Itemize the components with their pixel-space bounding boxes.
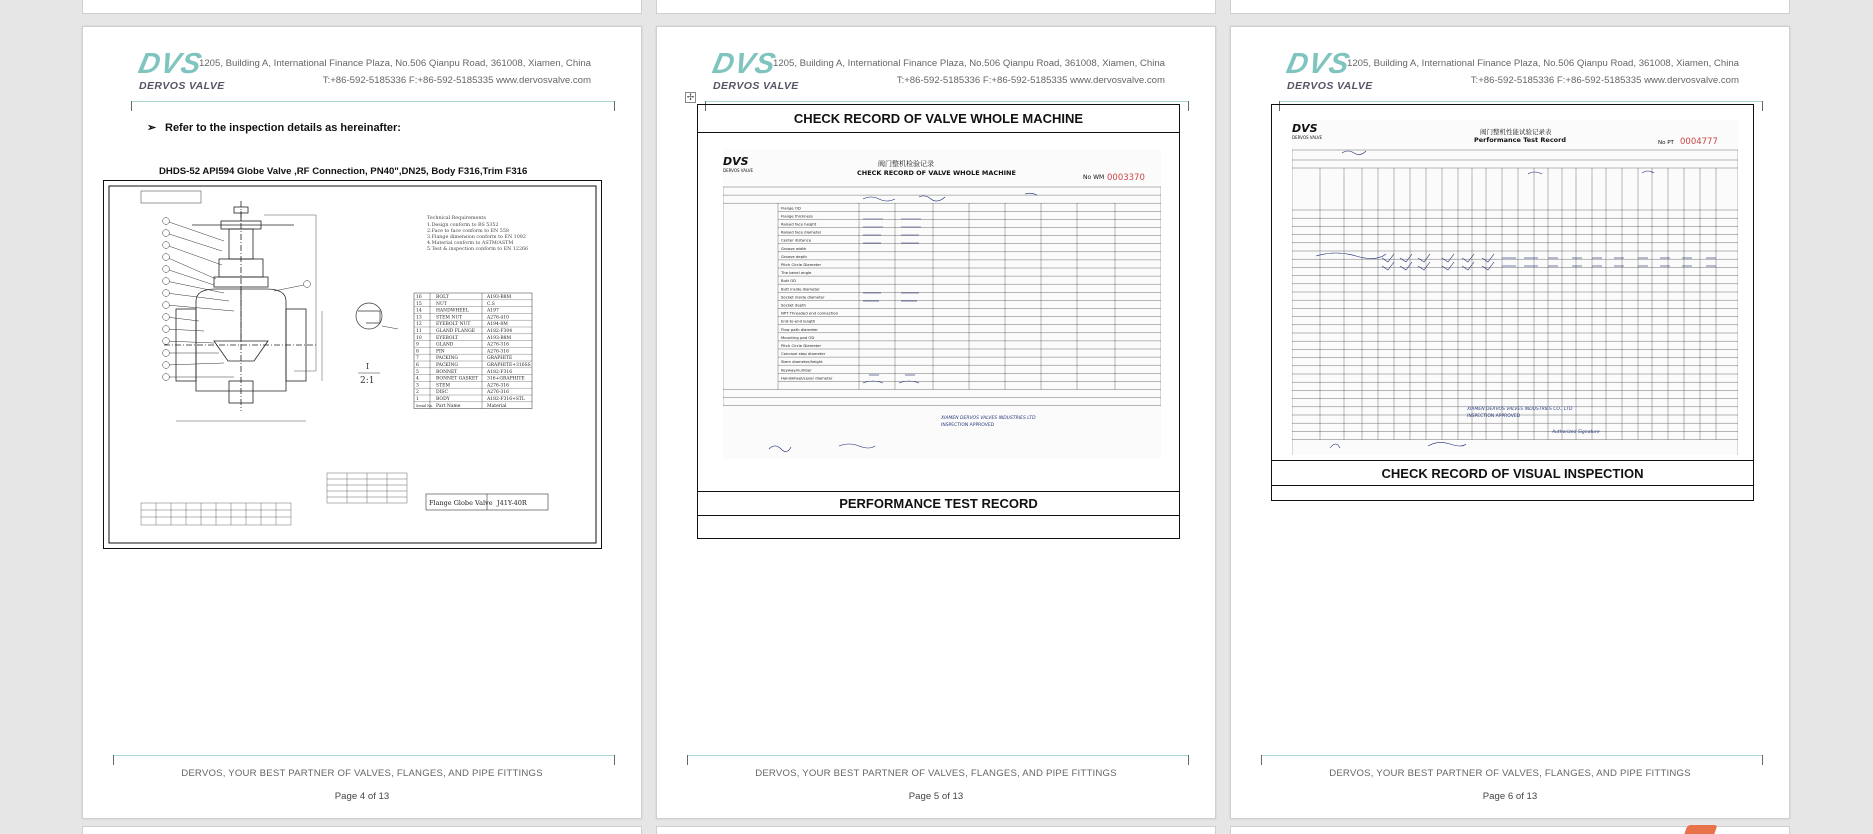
parts-row-no: 10 xyxy=(416,335,422,341)
tech-requirements-heading: Technical Requirements xyxy=(427,216,486,221)
logo-text: DERVOS VALVE xyxy=(713,80,799,92)
scan-title-en: CHECK RECORD OF VALVE WHOLE MACHINE xyxy=(857,169,1016,177)
footer-slogan: DERVOS, YOUR BEST PARTNER OF VALVES, FLANGES, AND PIPE FITTINGS xyxy=(1329,768,1691,779)
header-tick-right xyxy=(1188,101,1189,111)
parts-row-name: BONNET GASKET xyxy=(436,376,479,382)
record-table xyxy=(697,104,1180,539)
scan-row-label: Flow path diameter xyxy=(781,326,818,332)
header-rule xyxy=(131,101,615,102)
parts-row-name: GLAND xyxy=(436,342,454,348)
parts-row-name: BOLT xyxy=(436,295,449,300)
footer-tick-right xyxy=(614,755,615,765)
parts-row-no: 6 xyxy=(416,363,419,368)
parts-row-material: A182-F316 xyxy=(487,369,513,375)
scan-stamp: XIAMEN DERVOS VALVES INDUSTRIES CO., LTD xyxy=(1467,407,1573,412)
prev-page-stub-1 xyxy=(82,0,642,14)
footer-tick-right xyxy=(1188,755,1189,765)
scan-row-label: Raised face height xyxy=(781,221,817,227)
company-contact: T:+86-592-5185336 F:+86-592-5185335 www.dervosvalve.com xyxy=(896,75,1165,86)
footer-tick-left xyxy=(1261,755,1262,765)
next-page-stub-1 xyxy=(82,826,642,834)
scan-row-label: Pitch Circle Diameter xyxy=(781,343,822,348)
scan-row-label: Raised face diameter xyxy=(781,229,822,235)
tech-requirement-4: 4.Material conform to ASTM/ASTM xyxy=(427,241,514,246)
parts-list-table xyxy=(414,293,532,409)
scan-title-cn: 阀门整机检验记录 xyxy=(878,160,934,168)
prev-page-stub-3 xyxy=(1230,0,1790,14)
scan-title-cn: 阀门整机性能试验记录表 xyxy=(1480,128,1552,136)
scan-row-label: Socket depth xyxy=(781,302,806,308)
scan-row-label: Concave step diameter xyxy=(781,351,826,357)
drawing-model: J41Y-40R xyxy=(497,499,527,507)
record-title-bottom: PERFORMANCE TEST RECORD xyxy=(698,491,1179,516)
page-number-label: Page 4 of 13 xyxy=(334,791,390,802)
parts-row-name: PIN xyxy=(436,349,445,355)
scan-row-label: Butt inside diameter xyxy=(781,286,820,292)
drawing-title-block: Flange Globe Valve xyxy=(429,499,493,507)
parts-row-no: 9 xyxy=(416,342,419,348)
parts-row-name: DISC xyxy=(436,390,448,396)
scan-row-label: Groove depth xyxy=(781,253,807,259)
table-move-handle-icon[interactable]: ✢ xyxy=(686,92,695,102)
parts-row-no: 16 xyxy=(416,295,422,300)
parts-row-material: A194-8M xyxy=(487,322,508,328)
footer-tick-left xyxy=(687,755,688,765)
document-page-6 xyxy=(1230,26,1790,819)
floating-widget-icon[interactable] xyxy=(1682,825,1717,834)
parts-row-name: PACKING xyxy=(436,356,458,362)
detail-scale: 2:1 xyxy=(360,376,375,386)
page-number-label: Page 6 of 13 xyxy=(1482,791,1538,802)
scan-form-no: No WM xyxy=(1083,174,1105,181)
parts-row-no: 12 xyxy=(416,322,422,328)
scan-form-no: No PT xyxy=(1658,140,1674,146)
bullet-text: Refer to the inspection details as hereinafter: xyxy=(165,122,401,134)
tech-requirement-3: 3.Flange dimension conform to EN 1092 xyxy=(427,235,526,240)
logo-mark: DVS xyxy=(135,48,206,80)
scan-serial-number: 0004777 xyxy=(1680,137,1718,147)
parts-row-material: GRAPHITE xyxy=(487,356,513,362)
logo-text: DERVOS VALVE xyxy=(139,80,225,92)
parts-row-name: BODY xyxy=(436,397,450,402)
header-tick-right xyxy=(1762,101,1763,111)
parts-row-material: A276-316 xyxy=(487,390,509,396)
scan-stamp: XIAMEN DERVOS VALVES INDUSTRIES LTD xyxy=(941,416,1036,421)
parts-row-material: A197 xyxy=(487,308,499,314)
tech-requirement-5: 5.Test & inspection conform to EN 12266 xyxy=(427,247,529,252)
company-address: 1205, Building A, International Finance Plaza, No.506 Qianpu Road, 361008, Xiamen, China xyxy=(772,58,1165,69)
scan-row-label: Flange thickness xyxy=(781,213,813,219)
company-address: 1205, Building A, International Finance Plaza, No.506 Qianpu Road, 361008, Xiamen, China xyxy=(198,58,591,69)
header-tick-right xyxy=(614,101,615,111)
parts-row-material: C.S xyxy=(487,301,495,307)
parts-row-no: 15 xyxy=(416,301,422,307)
parts-header-name: Part Name xyxy=(436,403,461,409)
parts-row-no: 8 xyxy=(416,349,419,355)
company-address: 1205, Building A, International Finance Plaza, No.506 Qianpu Road, 361008, Xiamen, China xyxy=(1346,58,1739,69)
scan-row-label: NPT Threaded end connection xyxy=(781,310,839,316)
parts-row-no: 1 xyxy=(416,397,419,402)
company-address-block xyxy=(199,55,591,89)
scanned-performance-record xyxy=(1292,120,1738,455)
scan-row-label: Socket inside diameter xyxy=(781,294,825,300)
scan-logo-text: DERVOS VALVE xyxy=(1292,135,1323,140)
parts-row-name: STEM xyxy=(436,383,450,389)
record-title-top: CHECK RECORD OF VALVE WHOLE MACHINE xyxy=(698,105,1179,133)
parts-row-name: BONNET xyxy=(436,369,458,375)
bullet-paragraph xyxy=(147,121,401,134)
logo-mark: DVS xyxy=(709,48,780,80)
parts-row-material: A193-B8M xyxy=(487,335,512,341)
scan-row-label: Flange OD xyxy=(781,205,801,211)
header-tick-left xyxy=(131,101,132,111)
footer-rule xyxy=(1261,755,1763,756)
scan-stamp-sub: INSPECTION APPROVED xyxy=(941,423,995,428)
parts-row-no: 13 xyxy=(416,315,422,321)
scan-logo-mark: DVS xyxy=(1292,122,1318,135)
parts-row-name: GLAND FLANGE xyxy=(436,329,475,334)
parts-row-name: EYEBOLT NUT xyxy=(436,322,471,328)
parts-header-material: Material xyxy=(487,403,507,409)
scan-row-label: End-to-end length xyxy=(781,318,816,324)
scan-serial-number: 0003370 xyxy=(1107,173,1145,183)
parts-row-name: PACKING xyxy=(436,363,458,368)
prev-page-stub-2 xyxy=(656,0,1216,14)
parts-row-material: A193-B8M xyxy=(487,295,512,300)
tech-requirement-1: 1.Design conform to BS 5352 xyxy=(427,223,499,228)
arrow-bullet-icon: ➢ xyxy=(147,122,157,134)
parts-row-material: A276-316 xyxy=(487,342,509,348)
next-page-stub-2 xyxy=(656,826,1216,834)
parts-row-name: EYEBOLT xyxy=(436,335,459,341)
page-number-label: Page 5 of 13 xyxy=(908,791,964,802)
header-rule xyxy=(1279,101,1763,102)
scan-row-label: Groove width xyxy=(781,245,807,251)
scan-stamp-sub: INSPECTION APPROVED xyxy=(1467,414,1521,419)
parts-row-no: 3 xyxy=(416,383,419,389)
detail-label: I xyxy=(366,362,370,371)
company-contact: T:+86-592-5185336 F:+86-592-5185335 www.dervosvalve.com xyxy=(322,75,591,86)
scan-row-label: The bevel angle xyxy=(781,270,812,276)
parts-row-no: 14 xyxy=(416,308,422,314)
scan-row-label: Center distance xyxy=(781,237,812,243)
scan-logo-text: DERVOS VALVE xyxy=(723,168,754,173)
scan-signature-label: Authorized Signature xyxy=(1552,430,1600,435)
footer-tick-left xyxy=(113,755,114,765)
valve-technical-drawing xyxy=(103,180,602,549)
scanned-check-record xyxy=(723,149,1161,459)
parts-row-no: 4 xyxy=(416,376,419,382)
parts-row-material: A276-316 xyxy=(487,383,509,389)
scan-row-label: Stem diameter/height xyxy=(781,359,823,365)
parts-row-material: GRAPHITE+316SS xyxy=(487,363,531,368)
footer-rule xyxy=(113,755,615,756)
scan-row-label: Pitch Circle Diameter xyxy=(781,262,822,267)
parts-row-no: 2 xyxy=(416,390,419,396)
footer-tick-right xyxy=(1762,755,1763,765)
drawing-caption: DHDS-52 API594 Globe Valve ,RF Connection, PN40",DN25, Body F316,Trim F316 xyxy=(159,166,528,177)
footer-slogan: DERVOS, YOUR BEST PARTNER OF VALVES, FLANGES, AND PIPE FITTINGS xyxy=(181,768,543,779)
company-contact: T:+86-592-5185336 F:+86-592-5185335 www.dervosvalve.com xyxy=(1470,75,1739,86)
scan-title-en: Performance Test Record xyxy=(1474,136,1566,144)
header-rule xyxy=(705,101,1189,102)
scan-logo-mark: DVS xyxy=(723,155,749,168)
parts-row-name: NUT xyxy=(436,301,447,307)
scan-row-label: Keyway/number xyxy=(781,367,812,373)
footer-slogan: DERVOS, YOUR BEST PARTNER OF VALVES, FLANGES, AND PIPE FITTINGS xyxy=(755,768,1117,779)
parts-row-material: A276-316 xyxy=(487,349,509,355)
scan-row-label: Mounting pad OD xyxy=(781,334,815,340)
parts-row-no: 5 xyxy=(416,369,419,375)
parts-row-no: 7 xyxy=(416,356,419,362)
parts-row-name: STEM NUT xyxy=(436,315,463,321)
record-title-bottom: CHECK RECORD OF VISUAL INSPECTION xyxy=(1272,460,1753,486)
logo-text: DERVOS VALVE xyxy=(1287,80,1373,92)
company-address-block xyxy=(773,55,1165,89)
parts-row-name: HANDWHEEL xyxy=(436,308,469,314)
parts-header-no: Serial No. xyxy=(416,403,434,408)
record-table xyxy=(1271,104,1754,501)
tech-requirement-2: 2.Face to face conform to EN 558 xyxy=(427,229,509,234)
document-page-4 xyxy=(82,26,642,819)
parts-row-material: 316+GRAPHITE xyxy=(487,376,525,382)
company-address-block xyxy=(1347,55,1739,89)
footer-rule xyxy=(687,755,1189,756)
parts-row-material: A182-F316+STL xyxy=(487,397,525,402)
parts-row-no: 11 xyxy=(416,329,422,334)
logo-mark: DVS xyxy=(1283,48,1354,80)
scan-row-label: Butt OD xyxy=(781,278,797,284)
parts-row-material: A182-F304 xyxy=(487,329,513,334)
parts-row-material: A276-410 xyxy=(487,315,509,321)
document-page-5 xyxy=(656,26,1216,819)
scan-row-label: Handwheel/Lever diameter xyxy=(781,375,833,381)
